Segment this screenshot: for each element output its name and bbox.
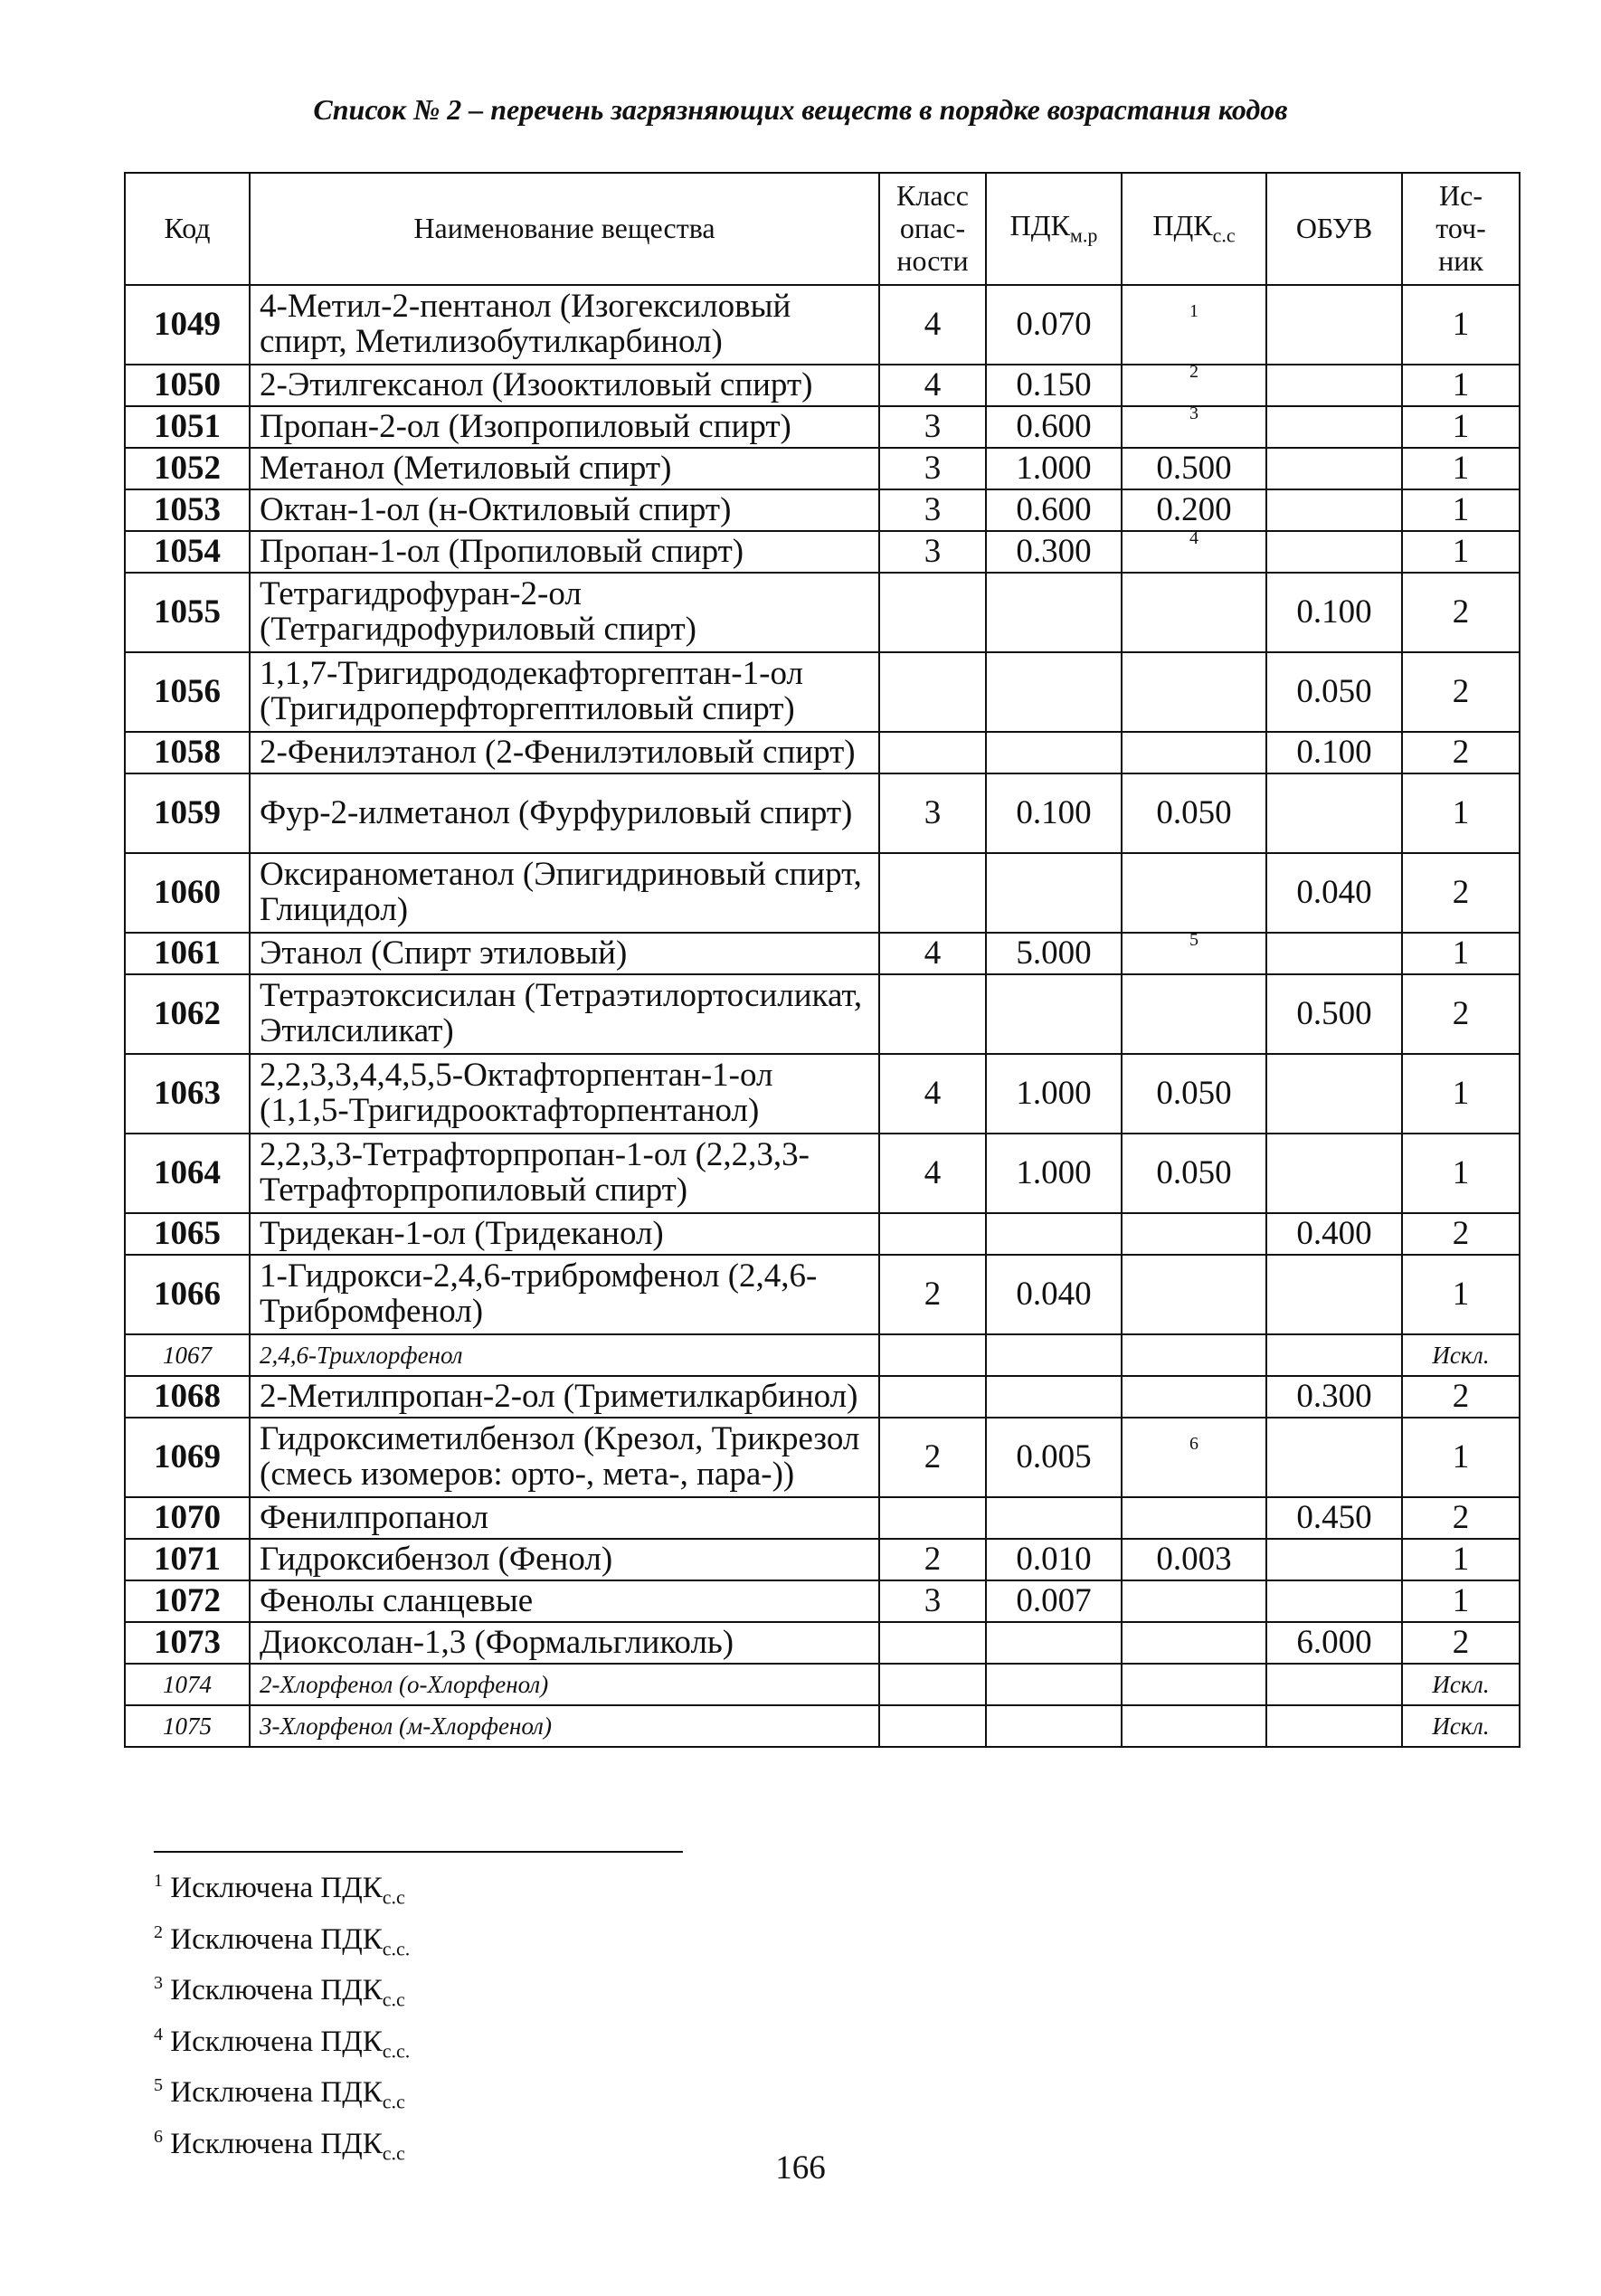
cell-code: 1051 bbox=[125, 406, 250, 448]
cell-pdk-ss bbox=[1122, 1580, 1266, 1622]
cell-pdk-mr: 0.100 bbox=[986, 773, 1122, 853]
cell-source: 2 bbox=[1402, 974, 1520, 1054]
cell-source: 1 bbox=[1402, 365, 1520, 406]
cell-source: 2 bbox=[1402, 1497, 1520, 1539]
page-title: Список № 2 – перечень загрязняющих веществ в порядке возрастания кодов bbox=[313, 93, 1288, 126]
footnote-number: 5 bbox=[154, 2075, 163, 2096]
table-row bbox=[125, 573, 1520, 652]
pollutants-table bbox=[124, 172, 1520, 1748]
table-row bbox=[125, 448, 1520, 489]
cell-pdk-mr: 0.007 bbox=[986, 1580, 1122, 1622]
header-pdk-ss-sub: с.с bbox=[1212, 223, 1236, 247]
cell-pdk-mr: 0.150 bbox=[986, 365, 1122, 406]
cell-name: 2-Этилгексанол (Изооктиловый спирт) bbox=[250, 365, 879, 406]
cell-hazard-class: 2 bbox=[879, 1539, 986, 1580]
cell-hazard-class bbox=[879, 1334, 986, 1376]
cell-name: Тридекан-1-ол (Тридеканол) bbox=[250, 1213, 879, 1255]
cell-hazard-class: 4 bbox=[879, 365, 986, 406]
cell-code: 1073 bbox=[125, 1622, 250, 1664]
cell-pdk-mr: 0.600 bbox=[986, 406, 1122, 448]
cell-hazard-class bbox=[879, 1664, 986, 1705]
cell-obuv bbox=[1266, 1705, 1402, 1747]
cell-name: 4-Метил-2-пентанол (Изогексиловый спирт, Метилизобутилкарбинол) bbox=[250, 285, 879, 365]
cell-pdk-ss: 0.200 bbox=[1122, 489, 1266, 531]
table-header-row bbox=[125, 173, 1520, 285]
footnote-mark: 4 bbox=[1189, 527, 1198, 548]
cell-hazard-class: 3 bbox=[879, 1580, 986, 1622]
cell-pdk-ss bbox=[1122, 403, 1266, 448]
cell-code: 1054 bbox=[125, 531, 250, 573]
header-hazard-class: Класс опас- ности bbox=[879, 173, 986, 285]
cell-hazard-class: 2 bbox=[879, 1255, 986, 1334]
cell-pdk-mr: 0.010 bbox=[986, 1539, 1122, 1580]
cell-source: 1 bbox=[1402, 1134, 1520, 1213]
table-row bbox=[125, 1622, 1520, 1664]
cell-hazard-class: 4 bbox=[879, 933, 986, 974]
cell-pdk-ss: 0.050 bbox=[1122, 1054, 1266, 1134]
cell-name: 2,2,3,3-Тетрафторпропан-1-ол (2,2,3,3-Тетрафторпропиловый спирт) bbox=[250, 1134, 879, 1213]
cell-pdk-mr: 1.000 bbox=[986, 448, 1122, 489]
footnote-mark: 5 bbox=[1189, 929, 1198, 950]
cell-obuv bbox=[1266, 773, 1402, 853]
cell-source: 2 bbox=[1402, 1622, 1520, 1664]
cell-hazard-class: 4 bbox=[879, 1054, 986, 1134]
cell-pdk-mr bbox=[986, 652, 1122, 732]
cell-obuv bbox=[1266, 933, 1402, 974]
cell-obuv: 0.400 bbox=[1266, 1213, 1402, 1255]
footnote-text: Исключена ПДК bbox=[170, 1974, 383, 2007]
table-row bbox=[125, 933, 1520, 974]
cell-pdk-ss bbox=[1122, 974, 1266, 1054]
cell-name: 3-Хлорфенол (м-Хлорфенол) bbox=[250, 1705, 879, 1747]
cell-pdk-ss bbox=[1122, 1334, 1266, 1376]
cell-hazard-class bbox=[879, 853, 986, 933]
footnote-number: 4 bbox=[154, 2024, 163, 2045]
cell-code: 1058 bbox=[125, 732, 250, 773]
cell-code: 1053 bbox=[125, 489, 250, 531]
cell-name: Пропан-2-ол (Изопропиловый спирт) bbox=[250, 406, 879, 448]
cell-pdk-mr: 0.070 bbox=[986, 285, 1122, 365]
table-row bbox=[125, 853, 1520, 933]
header-pdk-mr-main: ПДК bbox=[1009, 209, 1070, 242]
cell-pdk-mr bbox=[986, 1334, 1122, 1376]
cell-pdk-ss bbox=[1122, 1213, 1266, 1255]
cell-source: 1 bbox=[1402, 1054, 1520, 1134]
cell-pdk-mr: 0.040 bbox=[986, 1255, 1122, 1334]
cell-obuv bbox=[1266, 1580, 1402, 1622]
cell-code: 1069 bbox=[125, 1418, 250, 1497]
header-pdk-ss bbox=[1122, 173, 1266, 285]
table-row bbox=[125, 285, 1520, 365]
table-row bbox=[125, 1054, 1520, 1134]
footnote-number: 3 bbox=[154, 1973, 163, 1994]
cell-name: Пропан-1-ол (Пропиловый спирт) bbox=[250, 531, 879, 573]
cell-obuv: 0.040 bbox=[1266, 853, 1402, 933]
header-pdk-mr-sub: м.р bbox=[1069, 223, 1098, 247]
cell-obuv bbox=[1266, 1255, 1402, 1334]
table-row bbox=[125, 1664, 1520, 1705]
cell-pdk-mr: 0.600 bbox=[986, 489, 1122, 531]
cell-obuv: 6.000 bbox=[1266, 1622, 1402, 1664]
cell-pdk-mr: 5.000 bbox=[986, 933, 1122, 974]
table-row bbox=[125, 974, 1520, 1054]
cell-source: 1 bbox=[1402, 1580, 1520, 1622]
table-row bbox=[125, 1255, 1520, 1334]
cell-name: Гидроксиметилбензол (Крезол, Трикрезол (смесь изомеров: орто-, мета-, пара-)) bbox=[250, 1418, 879, 1497]
cell-pdk-ss bbox=[1122, 853, 1266, 933]
cell-pdk-ss bbox=[1122, 1418, 1266, 1497]
header-pdk-mr bbox=[986, 173, 1122, 285]
cell-code: 1050 bbox=[125, 365, 250, 406]
table-row bbox=[125, 1376, 1520, 1418]
table-row bbox=[125, 1134, 1520, 1213]
cell-pdk-mr bbox=[986, 573, 1122, 652]
cell-pdk-ss bbox=[1122, 1664, 1266, 1705]
cell-obuv bbox=[1266, 531, 1402, 573]
cell-pdk-mr bbox=[986, 1622, 1122, 1664]
cell-hazard-class bbox=[879, 732, 986, 773]
footnote-subscript: с.с bbox=[382, 2141, 405, 2165]
cell-pdk-ss: 0.500 bbox=[1122, 448, 1266, 489]
cell-pdk-mr bbox=[986, 732, 1122, 773]
footnote-item bbox=[154, 1864, 410, 1915]
footnote-divider bbox=[154, 1851, 683, 1853]
cell-source: Искл. bbox=[1402, 1334, 1520, 1376]
table-row bbox=[125, 1497, 1520, 1539]
cell-name: 2-Хлорфенол (о-Хлорфенол) bbox=[250, 1664, 879, 1705]
cell-pdk-ss bbox=[1122, 652, 1266, 732]
table-row bbox=[125, 732, 1520, 773]
page-number: 166 bbox=[775, 2149, 826, 2187]
cell-code: 1049 bbox=[125, 285, 250, 365]
cell-code: 1060 bbox=[125, 853, 250, 933]
cell-name: Фенолы сланцевые bbox=[250, 1580, 879, 1622]
header-name: Наименование вещества bbox=[250, 173, 879, 285]
cell-source: Искл. bbox=[1402, 1705, 1520, 1747]
cell-source: 1 bbox=[1402, 285, 1520, 365]
cell-pdk-ss bbox=[1122, 361, 1266, 406]
cell-obuv: 0.100 bbox=[1266, 732, 1402, 773]
cell-pdk-ss bbox=[1122, 285, 1266, 365]
cell-pdk-ss bbox=[1122, 1705, 1266, 1747]
cell-hazard-class bbox=[879, 1213, 986, 1255]
cell-hazard-class bbox=[879, 1497, 986, 1539]
cell-code: 1063 bbox=[125, 1054, 250, 1134]
cell-obuv: 0.050 bbox=[1266, 652, 1402, 732]
footnote-text: Исключена ПДК bbox=[170, 1922, 383, 1956]
cell-code: 1072 bbox=[125, 1580, 250, 1622]
cell-hazard-class: 3 bbox=[879, 773, 986, 853]
cell-code: 1056 bbox=[125, 652, 250, 732]
cell-source: Искл. bbox=[1402, 1664, 1520, 1705]
cell-code: 1065 bbox=[125, 1213, 250, 1255]
cell-source: 2 bbox=[1402, 652, 1520, 732]
table-row bbox=[125, 531, 1520, 573]
cell-source: 1 bbox=[1402, 1255, 1520, 1334]
cell-pdk-ss bbox=[1122, 1622, 1266, 1664]
cell-obuv bbox=[1266, 448, 1402, 489]
cell-code: 1071 bbox=[125, 1539, 250, 1580]
table-row bbox=[125, 1418, 1520, 1497]
cell-obuv bbox=[1266, 1418, 1402, 1497]
cell-pdk-ss: 0.050 bbox=[1122, 773, 1266, 853]
table-row bbox=[125, 1580, 1520, 1622]
cell-code: 1070 bbox=[125, 1497, 250, 1539]
cell-obuv bbox=[1266, 1334, 1402, 1376]
header-obuv: ОБУВ bbox=[1266, 173, 1402, 285]
cell-pdk-ss bbox=[1122, 1255, 1266, 1334]
cell-name: Тетрагидрофуран-2-ол (Тетрагидрофуриловый спирт) bbox=[250, 573, 879, 652]
footnote-number: 1 bbox=[154, 1871, 163, 1891]
cell-obuv: 0.450 bbox=[1266, 1497, 1402, 1539]
cell-pdk-ss bbox=[1122, 1497, 1266, 1539]
footnote-mark: 3 bbox=[1189, 403, 1198, 423]
footnote-mark: 2 bbox=[1189, 361, 1198, 382]
cell-hazard-class: 3 bbox=[879, 406, 986, 448]
cell-hazard-class: 3 bbox=[879, 448, 986, 489]
cell-pdk-mr: 0.300 bbox=[986, 531, 1122, 573]
cell-code: 1062 bbox=[125, 974, 250, 1054]
cell-source: 1 bbox=[1402, 448, 1520, 489]
cell-hazard-class: 4 bbox=[879, 1134, 986, 1213]
footnote-number: 6 bbox=[154, 2126, 163, 2147]
cell-name: 1,1,7-Тригидрододекафторгептан-1-ол (Тригидроперфторгептиловый спирт) bbox=[250, 652, 879, 732]
header-source: Ис- точ- ник bbox=[1402, 173, 1520, 285]
cell-name: 2,4,6-Трихлорфенол bbox=[250, 1334, 879, 1376]
cell-pdk-mr bbox=[986, 974, 1122, 1054]
footnote-text: Исключена ПДК bbox=[170, 2127, 383, 2160]
cell-name: Оксиранометанол (Эпигидриновый спирт, Глицидол) bbox=[250, 853, 879, 933]
table-row bbox=[125, 365, 1520, 406]
cell-pdk-ss: 0.003 bbox=[1122, 1539, 1266, 1580]
cell-obuv bbox=[1266, 1539, 1402, 1580]
cell-source: 1 bbox=[1402, 773, 1520, 853]
cell-hazard-class bbox=[879, 1705, 986, 1747]
table-row bbox=[125, 1539, 1520, 1580]
cell-obuv bbox=[1266, 365, 1402, 406]
cell-code: 1064 bbox=[125, 1134, 250, 1213]
cell-obuv: 0.100 bbox=[1266, 573, 1402, 652]
cell-name: Диоксолан-1,3 (Формальгликоль) bbox=[250, 1622, 879, 1664]
cell-pdk-mr: 1.000 bbox=[986, 1054, 1122, 1134]
footnote-text: Исключена ПДК bbox=[170, 1872, 383, 1904]
cell-source: 1 bbox=[1402, 1539, 1520, 1580]
cell-source: 2 bbox=[1402, 1213, 1520, 1255]
cell-code: 1059 bbox=[125, 773, 250, 853]
table-body bbox=[125, 285, 1520, 1747]
footnote-item bbox=[154, 2068, 410, 2120]
footnote-item bbox=[154, 1915, 410, 1967]
cell-name: Тетраэтоксисилан (Тетраэтилортосиликат, Этилсиликат) bbox=[250, 974, 879, 1054]
cell-name: Фур-2-илметанол (Фурфуриловый спирт) bbox=[250, 773, 879, 853]
footnote-item bbox=[154, 2017, 410, 2069]
cell-code: 1066 bbox=[125, 1255, 250, 1334]
footnote-subscript: с.с bbox=[382, 1885, 405, 1909]
cell-obuv: 0.500 bbox=[1266, 974, 1402, 1054]
cell-source: 2 bbox=[1402, 732, 1520, 773]
cell-source: 1 bbox=[1402, 406, 1520, 448]
cell-pdk-mr bbox=[986, 1664, 1122, 1705]
cell-source: 1 bbox=[1402, 933, 1520, 974]
cell-hazard-class bbox=[879, 652, 986, 732]
cell-obuv: 0.300 bbox=[1266, 1376, 1402, 1418]
cell-name: Гидроксибензол (Фенол) bbox=[250, 1539, 879, 1580]
footnote-number: 2 bbox=[154, 1921, 163, 1942]
cell-code: 1067 bbox=[125, 1334, 250, 1376]
cell-pdk-mr: 0.005 bbox=[986, 1418, 1122, 1497]
cell-hazard-class bbox=[879, 1376, 986, 1418]
cell-pdk-mr bbox=[986, 1497, 1122, 1539]
cell-hazard-class bbox=[879, 573, 986, 652]
footnote-mark: 1 bbox=[1189, 300, 1198, 321]
cell-hazard-class: 4 bbox=[879, 285, 986, 365]
cell-obuv bbox=[1266, 489, 1402, 531]
footnote-subscript: с.с bbox=[382, 1988, 405, 2011]
cell-source: 1 bbox=[1402, 531, 1520, 573]
header-pdk-ss-main: ПДК bbox=[1152, 209, 1213, 242]
cell-pdk-ss bbox=[1122, 1376, 1266, 1418]
cell-name: 2,2,3,3,4,4,5,5-Октафторпентан-1-ол (1,1,5-Тригидрооктафторпентанол) bbox=[250, 1054, 879, 1134]
cell-hazard-class bbox=[879, 1622, 986, 1664]
cell-name: Октан-1-ол (н-Октиловый спирт) bbox=[250, 489, 879, 531]
cell-source: 1 bbox=[1402, 1418, 1520, 1497]
cell-obuv bbox=[1266, 1664, 1402, 1705]
footnote-text: Исключена ПДК bbox=[170, 2076, 383, 2110]
cell-hazard-class: 3 bbox=[879, 531, 986, 573]
cell-obuv bbox=[1266, 406, 1402, 448]
table-row bbox=[125, 1213, 1520, 1255]
cell-pdk-mr bbox=[986, 1213, 1122, 1255]
cell-code: 1052 bbox=[125, 448, 250, 489]
cell-pdk-mr: 1.000 bbox=[986, 1134, 1122, 1213]
table-row bbox=[125, 652, 1520, 732]
cell-name: Метанол (Метиловый спирт) bbox=[250, 448, 879, 489]
cell-code: 1075 bbox=[125, 1705, 250, 1747]
footnote-mark: 6 bbox=[1189, 1433, 1198, 1454]
cell-source: 1 bbox=[1402, 489, 1520, 531]
cell-source: 2 bbox=[1402, 573, 1520, 652]
cell-code: 1055 bbox=[125, 573, 250, 652]
cell-obuv bbox=[1266, 285, 1402, 365]
cell-name: 2-Фенилэтанол (2-Фенилэтиловый спирт) bbox=[250, 732, 879, 773]
table-row bbox=[125, 1334, 1520, 1376]
cell-name: 2-Метилпропан-2-ол (Триметилкарбинол) bbox=[250, 1376, 879, 1418]
footnote-item bbox=[154, 1966, 410, 2017]
cell-pdk-ss bbox=[1122, 929, 1266, 974]
cell-name: 1-Гидрокси-2,4,6-трибромфенол (2,4,6-Трибромфенол) bbox=[250, 1255, 879, 1334]
cell-pdk-ss bbox=[1122, 732, 1266, 773]
cell-name: Этанол (Спирт этиловый) bbox=[250, 933, 879, 974]
footnote-subscript: с.с. bbox=[382, 1937, 411, 1960]
cell-hazard-class: 3 bbox=[879, 489, 986, 531]
table-row bbox=[125, 1705, 1520, 1747]
table-row bbox=[125, 773, 1520, 853]
table-row bbox=[125, 406, 1520, 448]
footnote-text: Исключена ПДК bbox=[170, 2025, 383, 2058]
cell-code: 1061 bbox=[125, 933, 250, 974]
footnotes bbox=[154, 1864, 410, 2171]
cell-source: 2 bbox=[1402, 853, 1520, 933]
cell-pdk-ss bbox=[1122, 527, 1266, 573]
cell-pdk-ss bbox=[1122, 573, 1266, 652]
footnote-subscript: с.с. bbox=[382, 2039, 411, 2063]
cell-code: 1068 bbox=[125, 1376, 250, 1418]
table-row bbox=[125, 489, 1520, 531]
cell-code: 1074 bbox=[125, 1664, 250, 1705]
cell-hazard-class bbox=[879, 974, 986, 1054]
cell-source: 2 bbox=[1402, 1376, 1520, 1418]
cell-pdk-mr bbox=[986, 853, 1122, 933]
footnote-subscript: с.с bbox=[382, 2090, 405, 2113]
cell-pdk-mr bbox=[986, 1376, 1122, 1418]
cell-name: Фенилпропанол bbox=[250, 1497, 879, 1539]
cell-pdk-ss: 0.050 bbox=[1122, 1134, 1266, 1213]
cell-hazard-class: 2 bbox=[879, 1418, 986, 1497]
cell-obuv bbox=[1266, 1054, 1402, 1134]
cell-obuv bbox=[1266, 1134, 1402, 1213]
header-code: Код bbox=[125, 173, 250, 285]
cell-pdk-mr bbox=[986, 1705, 1122, 1747]
